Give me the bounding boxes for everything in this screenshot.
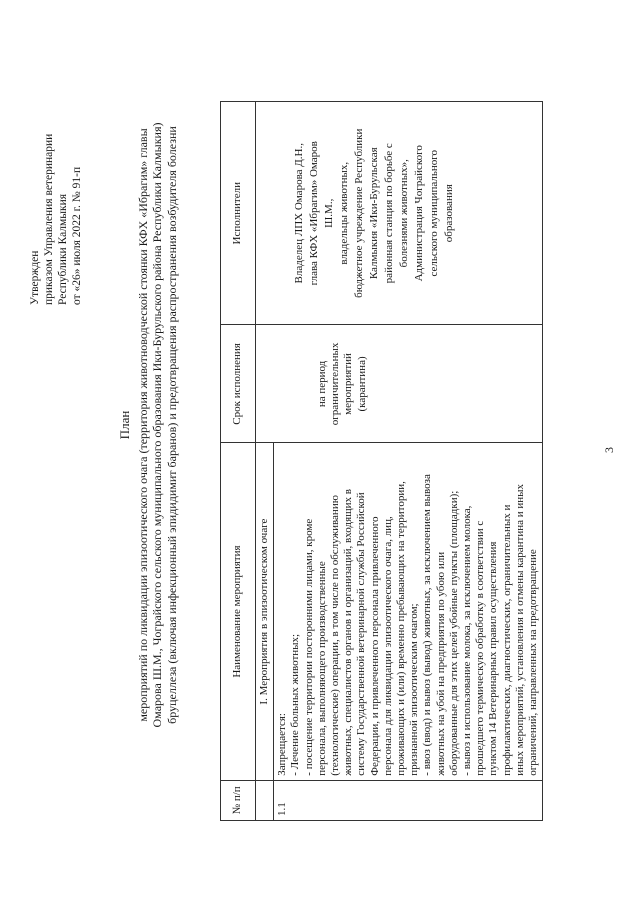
- header-name: Наименование мероприятия: [221, 443, 256, 780]
- measure-line: персонала для ликвидации эпизоотического очага, лиц,: [381, 516, 394, 776]
- document-title: [118, 65, 179, 785]
- header-executors: Исполнители: [221, 102, 256, 325]
- executor-line: болезнями животных»,: [398, 159, 410, 268]
- measure-cell: [274, 443, 543, 780]
- approval-stamp: [28, 134, 84, 305]
- approval-line: приказом Управления ветеринарии: [43, 133, 55, 305]
- measure-line: (технологические) операции, в том числе по обслуживанию: [329, 495, 342, 776]
- executor-line: Владелец ЛПХ Омарова Д.Н.,: [293, 143, 305, 284]
- approval-line: от «26» июля 2022 г. № 91-п: [71, 166, 83, 305]
- measure-line: ограничений, направленных на предотвращение: [527, 549, 540, 776]
- measure-line: животных на убой на предприятия по убою или: [434, 551, 447, 776]
- measure-line: Федерации, и привлеченного персонала привлеченного: [368, 516, 381, 776]
- executor-line: образования: [443, 184, 455, 243]
- measure-line: иных мероприятий, установления и отмены карантина и иных: [513, 483, 526, 776]
- header-num: № п/п: [221, 780, 256, 820]
- measures-table: [220, 101, 543, 821]
- measure-line: проживающих и (или) временно пребывающих на территории,: [395, 481, 408, 776]
- term-line: на период: [316, 360, 328, 408]
- measure-line: профилактических, диагностических, ограничительных и: [500, 504, 513, 776]
- measure-line: Запрещается:: [276, 713, 289, 776]
- approval-line: Республики Калмыкия: [57, 193, 69, 305]
- executor-line: владельцы животных,: [338, 161, 350, 265]
- measure-line: - посещение территории посторонними лицами, кроме: [302, 518, 315, 776]
- executor-line: глава КФХ «Ибрагим» Омаров: [308, 141, 320, 286]
- row-number: 1.1: [274, 780, 543, 820]
- measure-line: признанной эпизоотическим очагом;: [408, 603, 421, 776]
- measure-line: - вывоз и использование молока, за исключением молока,: [461, 505, 474, 776]
- title-line: мероприятий по ликвидации эпизоотического очага (территория животноводческой стоянки КФХ «Ибрагим» главы: [135, 128, 150, 722]
- header-term: Срок исполнения: [221, 325, 256, 443]
- approval-line: Утвержден: [29, 250, 41, 305]
- measure-line: систему Государственной ветеринарной службы Российской: [355, 492, 368, 776]
- measure-line: - Лечение больных животных;: [289, 633, 302, 776]
- table-header-row: [221, 102, 256, 821]
- term-cell: [256, 325, 543, 443]
- executor-line: Ш.М.,: [323, 198, 335, 228]
- page-number: 3: [602, 447, 616, 453]
- title-line: бруцеллеза (включая инфекционный эпидидимит баранов) и предотвращения распространения возбудителя болезни: [164, 126, 179, 724]
- row-num-empty: [256, 780, 274, 820]
- measure-line: животных, специалистов органов и организаций, входящих в: [342, 489, 355, 776]
- table-row: [256, 102, 274, 821]
- measure-line: оборудованные для этих целей убойные пункты (площадки);: [447, 490, 460, 776]
- executor-line: сельского муниципального: [428, 149, 440, 277]
- measure-line: прошедшего термическую обработку в соответствии с: [474, 520, 487, 776]
- executor-line: Администрация Чограйского: [413, 145, 425, 282]
- measure-line: - ввоз (ввод) и вывоз (вывод) животных, за исключением вывоза: [421, 474, 434, 776]
- executors-cell: [256, 102, 543, 325]
- term-line: мероприятий: [342, 353, 355, 415]
- term-line: ограничительных: [329, 342, 342, 426]
- title-plan: План: [117, 410, 132, 440]
- executor-line: бюджетное учреждение Республики: [353, 128, 365, 298]
- executor-line: районная станция по борьбе с: [383, 143, 395, 284]
- measure-line: пунктом 14 Ветеринарных правил осуществления: [487, 541, 500, 776]
- title-line: Омарова Ш.М., Чограйского сельского муниципального образования Ики-Бурульского района Республики Калмыкия): [150, 122, 164, 728]
- term-line: (карантина): [355, 356, 368, 412]
- section-title: I. Мероприятия в эпизоотическом очаге: [256, 443, 274, 780]
- executor-line: Калмыкия «Ики-Бурульская: [368, 147, 380, 280]
- measure-line: персонала, выполняющего производственные: [315, 561, 328, 776]
